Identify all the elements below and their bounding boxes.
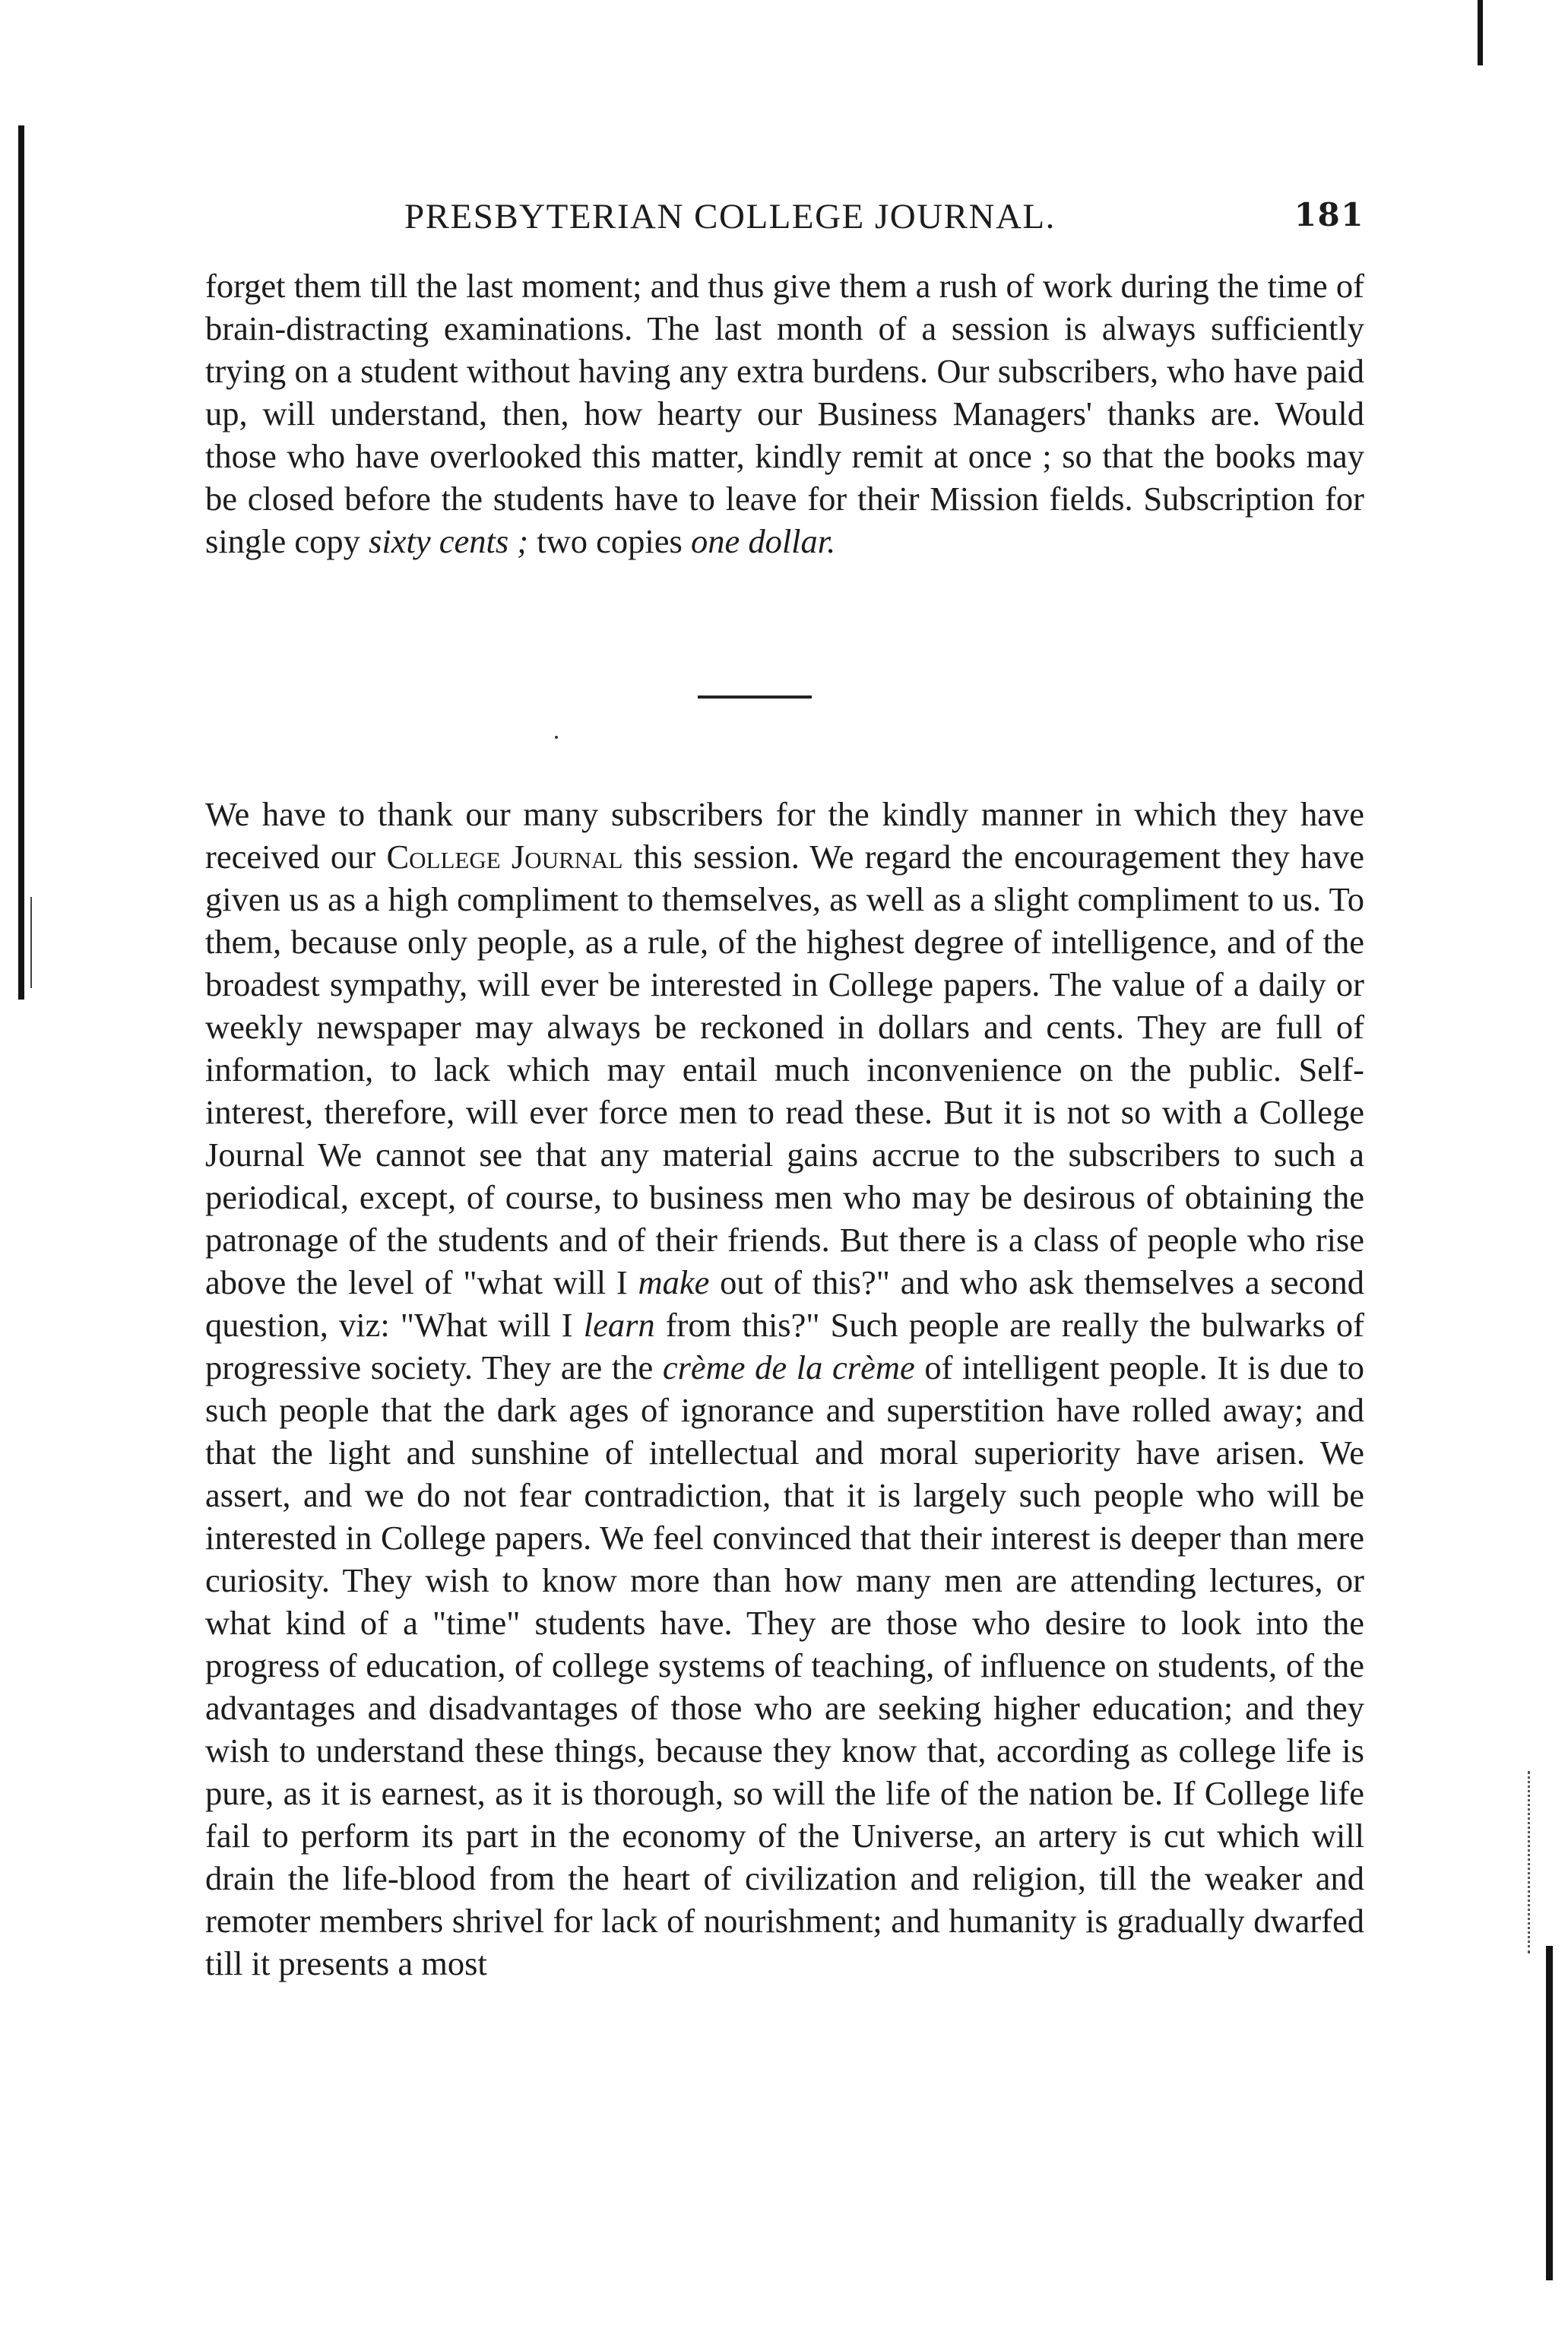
emphasis-learn: learn (583, 1306, 655, 1344)
paragraph-thanks (205, 793, 1364, 1985)
college-journal-name: College Journal (386, 838, 623, 876)
paragraph-text: of intelligent people. It is due to such people that the dark ages of ignorance and superstition have rolled away; and that the light and sunshine of intellectual and moral superiority have arisen. We assert, and we do not fear contradiction, that it is largely such people who will be interested in College papers. We feel convinced that their interest is deeper than mere curiosity. They wish to know more than how many men are attending lectures, or what kind of a "time" students have. They are those who desire to look into the progress of education, of college systems of teaching, of influence on students, of the advantages and disadvantages of those who are seeking higher education; and they wish to understand these things, because they know that, according as college life is pure, as it is earnest, as it is thorough, so will the life of the nation be. If College life fail to perform its part in the economy of the Universe, an artery is cut which will drain the life-blood from the heart of civilization and religion, till the weaker and remoter members shrivel for lack of nourishment; and humanity is gradually dwarfed till it presents a most (205, 1348, 1364, 1982)
paragraph-text: from this?" Such people are really the bulwarks of progressive society. They are the (205, 1306, 1364, 1386)
paragraph-subscriptions (205, 265, 1364, 562)
page-number: 181 (1294, 196, 1364, 233)
scan-speck (555, 736, 558, 739)
running-header (205, 196, 1364, 249)
price-one-dollar: one dollar. (690, 522, 836, 560)
paragraph-text: two copies (528, 522, 691, 560)
scan-edge-mark-left-thin (30, 897, 32, 988)
price-sixty-cents: sixty cents ; (369, 522, 529, 560)
scan-edge-mark-left (18, 125, 24, 1000)
paragraph-text: this session. We regard the encouragement they have given us as a high compliment to themselves, as well as a slight compliment to us. To them, because only people, as a rule, of the highest degree of intelligence, and of the broadest sympathy, will ever be interested in College papers. The value of a daily or weekly newspaper may always be reckoned in dollars and cents. They are full of information, to lack which may entail much inconvenience on the public. Self-interest, therefore, will ever force men to read these. But it is not so with a College Journal We cannot see that any material gains accrue to the subscribers to such a periodical, except, of course, to business men who may be desirous of obtaining the patronage of the students and of their friends. But there is a class of people who rise above the level of "what will I (205, 838, 1364, 1301)
journal-title: PRESBYTERIAN COLLEGE JOURNAL. (404, 197, 1056, 236)
scan-edge-mark-top (1478, 0, 1483, 65)
section-divider (698, 695, 812, 699)
scan-edge-mark-right (1546, 1946, 1553, 2280)
emphasis-make: make (638, 1263, 710, 1301)
scan-edge-dots-right (1528, 1771, 1532, 1953)
emphasis-creme: crème de la crème (662, 1348, 915, 1386)
paragraph-text: forget them till the last moment; and thus give them a rush of work during the time of brain-distracting examinations. The last month of a session is always sufficiently trying on a student without having any extra burdens. Our subscribers, who have paid up, will understand, then, how hearty our Business Managers' thanks are. Would those who have overlooked this matter, kindly remit at once ; so that the books may be closed before the students have to leave for their Mission fields. Subscription for single copy (205, 267, 1364, 560)
paragraph-text: out of this?" and who ask themselves a second question, viz: "What will I (205, 1263, 1364, 1344)
paragraph-text: We have to thank our many subscribers for the kindly manner in which they have received our (205, 795, 1364, 876)
